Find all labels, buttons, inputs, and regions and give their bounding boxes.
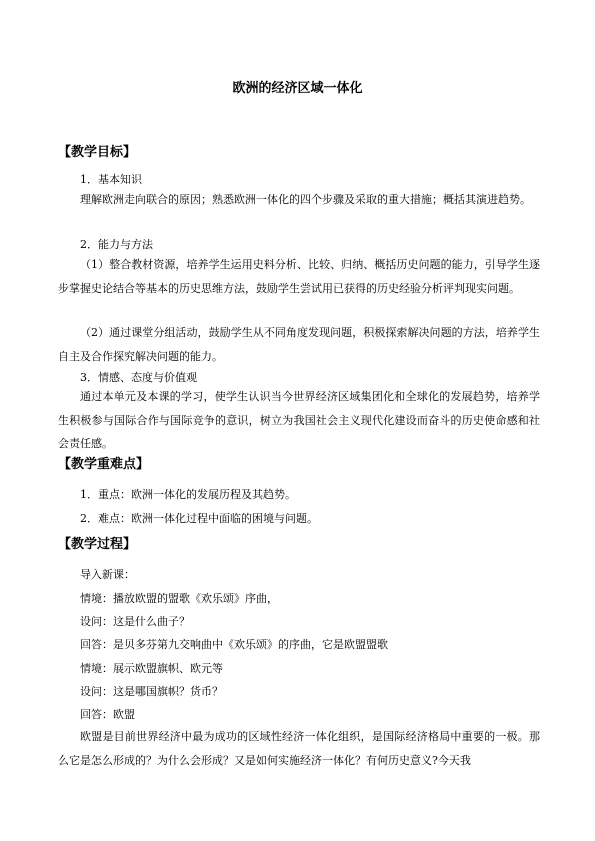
goal-item-1-label: 1．基本知识 [80, 173, 142, 186]
keypoint-item-2: 2．难点：欧洲一体化过程中面临的困境与问题。 [80, 512, 318, 525]
goal-item-2-label: 2．能力与方法 [80, 238, 153, 251]
section-heading-goals: 【教学目标】 [58, 145, 137, 160]
process-line: 设问：这是哪国旗帜？货币？ [80, 685, 223, 698]
process-closing-paragraph: 欧盟是目前世界经济中最为成功的区域性经济一体化组织，是国际经济格局中重要的一极。那么它是怎么形成的？为什么会形成？又是如何实施经济一体化？有何历史意义?今天我 [58, 730, 540, 767]
process-line: 情境：展示欧盟旗帜、欧元等 [80, 662, 223, 675]
process-line: 回答：欧盟 [80, 708, 135, 721]
section-heading-keypoints: 【教学重难点】 [58, 457, 150, 472]
goal-item-2-paragraph-1: （1）整合教材资源，培养学生运用史料分析、比较、归纳、概括历史问题的能力，引导学生逐步掌握史论结合等基本的历史思维方法，鼓励学生尝试用已获得的历史经验分析评判现实问题。 [58, 258, 540, 295]
process-line: 回答：是贝多芬第九交响曲中《欢乐颂》的序曲，它是欧盟盟歌 [80, 638, 388, 651]
goal-item-1-text: 理解欧洲走向联合的原因；熟悉欧洲一体化的四个步骤及采取的重大措施；概括其演进趋势。 [80, 193, 531, 206]
process-line: 情境：播放欧盟的盟歌《欢乐颂》序曲， [80, 592, 278, 605]
goal-item-3-label: 3．情感、态度与价值观 [80, 371, 197, 384]
goal-item-3-text: 通过本单元及本课的学习，使学生认识当今世界经济区域集团化和全球化的发展趋势，培养学生积极参与国际合作与国际竞争的意识，树立为我国社会主义现代化建设而奋斗的历史使命感和社会责任感。 [58, 390, 540, 450]
process-line: 导入新课： [80, 568, 135, 581]
goal-item-2-paragraph-2: （2）通过课堂分组活动，鼓励学生从不同角度发现问题，积极探索解决问题的方法，培养学生自主及合作探究解决问题的能力。 [58, 326, 540, 363]
document-title: 欧洲的经济区域一体化 [232, 81, 363, 96]
process-line: 设问：这是什么曲子？ [80, 615, 190, 628]
section-heading-process: 【教学过程】 [58, 537, 137, 552]
keypoint-item-1: 1．重点：欧洲一体化的发展历程及其趋势。 [80, 488, 296, 501]
